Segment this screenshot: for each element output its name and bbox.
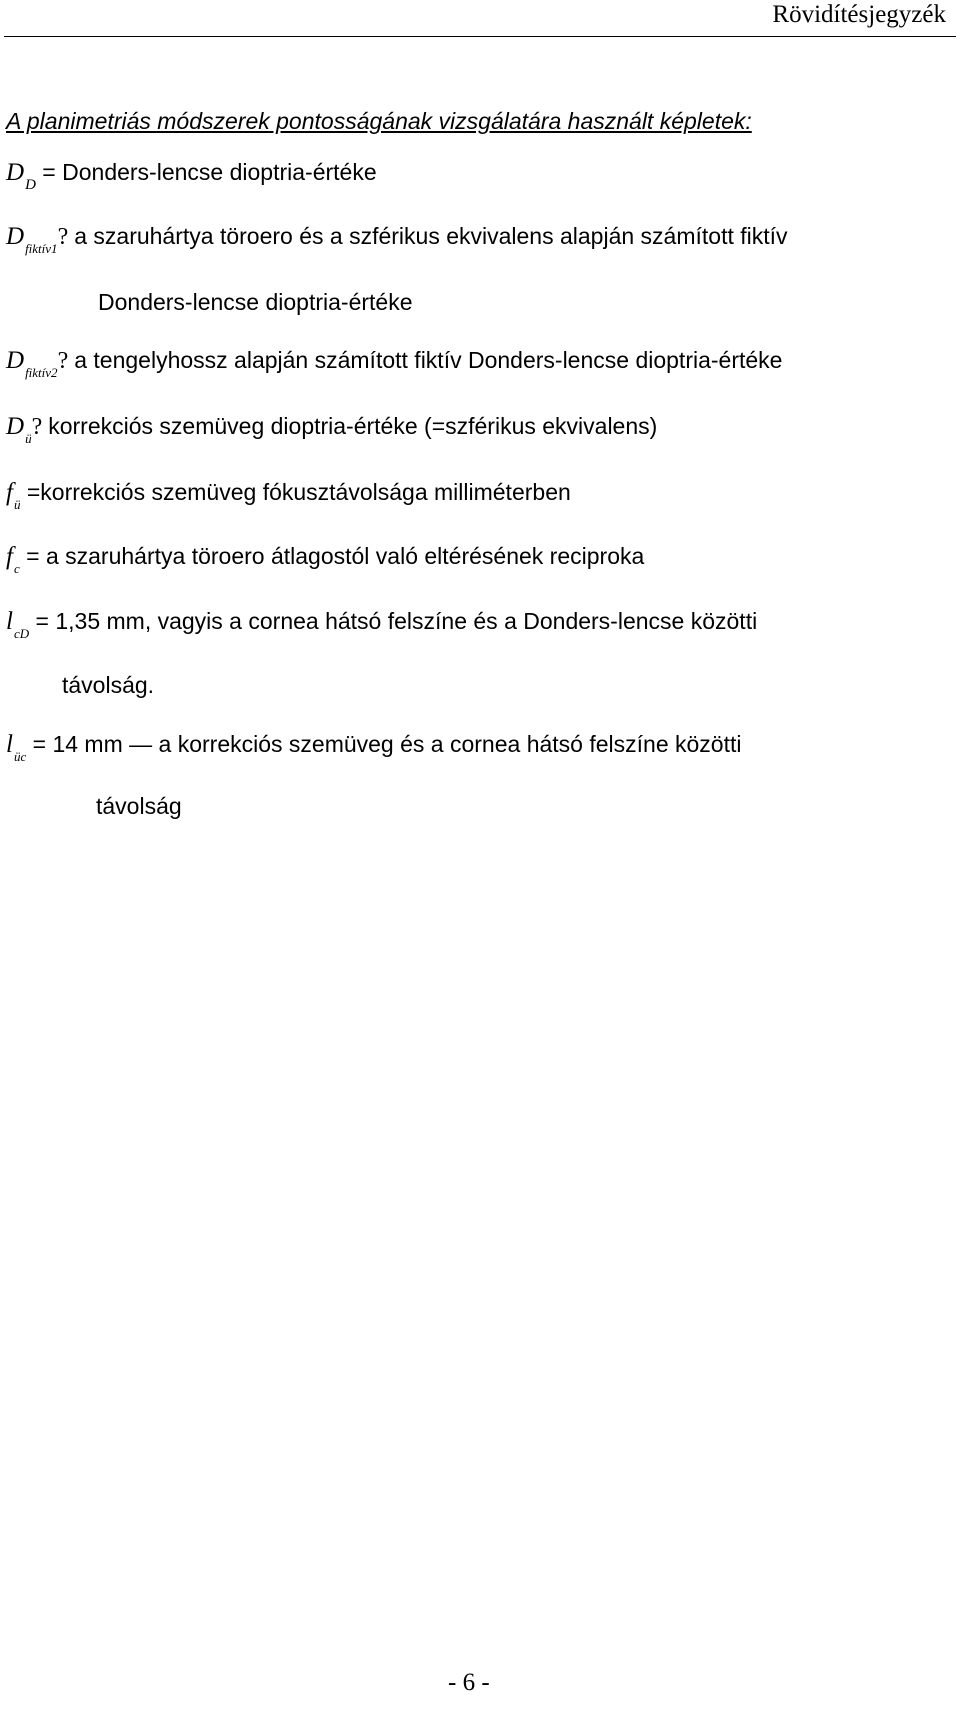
separator: = xyxy=(26,731,53,757)
definition-text: 14 mm — a korrekciós szemüveg és a cornea hátsó felszíne közötti xyxy=(52,731,742,757)
symbol-subscript: ü xyxy=(13,497,21,512)
symbol: f xyxy=(6,479,13,506)
definition-l-uc xyxy=(6,730,741,762)
symbol: D xyxy=(6,159,25,186)
definition-f-u xyxy=(6,478,571,510)
header-divider xyxy=(4,36,956,37)
section-title: A planimetriás módszerek pontosságának vizsgálatára használt képletek: xyxy=(6,108,752,134)
definition-d-u xyxy=(6,412,657,444)
definition-l-uc-continuation: távolság xyxy=(96,793,182,819)
separator: = xyxy=(20,479,41,505)
definition-text: 1,35 mm, vagyis a cornea hátsó felszíne és a Donders-lencse közötti xyxy=(55,608,758,634)
definition-text: a szaruhártya töroero átlagostól való eltérésének reciproka xyxy=(45,543,645,569)
definition-l-cd xyxy=(6,607,757,639)
symbol: D xyxy=(6,347,25,374)
symbol-subscript: ü xyxy=(25,431,32,446)
definition-text: a tengelyhossz alapján számított fiktív Donders-lencse dioptria-értéke xyxy=(74,347,783,373)
symbol: f xyxy=(6,543,13,570)
page-number: - 6 - xyxy=(448,1669,490,1696)
definition-d-fiktiv1 xyxy=(6,222,788,254)
symbol-subscript: cD xyxy=(13,626,30,641)
separator: ? xyxy=(57,348,75,374)
separator: = xyxy=(35,159,63,185)
separator: = xyxy=(19,543,46,569)
symbol-subscript: c xyxy=(13,561,20,576)
definition-l-cd-continuation: távolság. xyxy=(62,672,155,698)
definition-d-fiktiv2 xyxy=(6,346,782,378)
running-header-title: Rövidítésjegyzék xyxy=(772,1,946,28)
definition-text: Donders-lencse dioptria-értéke xyxy=(62,159,377,185)
separator: = xyxy=(29,608,56,634)
symbol-subscript: üc xyxy=(13,749,27,764)
definition-d-d xyxy=(6,158,377,193)
symbol-subscript: fiktív1 xyxy=(25,241,58,256)
separator: ? xyxy=(57,224,75,250)
definition-d-fiktiv1-continuation: Donders-lencse dioptria-értéke xyxy=(98,289,413,315)
symbol: D xyxy=(6,223,25,250)
definition-text: korrekciós szemüveg fókusztávolsága milliméterben xyxy=(40,479,571,505)
definition-text: a szaruhártya töroero és a szférikus ekvivalens alapján számított fiktív xyxy=(74,223,788,249)
definition-text: korrekciós szemüveg dioptria-értéke (=szférikus ekvivalens) xyxy=(48,413,658,439)
symbol: l xyxy=(6,608,13,635)
symbol-subscript: D xyxy=(25,177,36,193)
separator: ? xyxy=(31,414,49,440)
symbol-subscript: fiktív2 xyxy=(25,365,58,380)
definition-f-c xyxy=(6,542,644,574)
symbol: l xyxy=(6,731,13,758)
symbol: D xyxy=(6,413,25,440)
